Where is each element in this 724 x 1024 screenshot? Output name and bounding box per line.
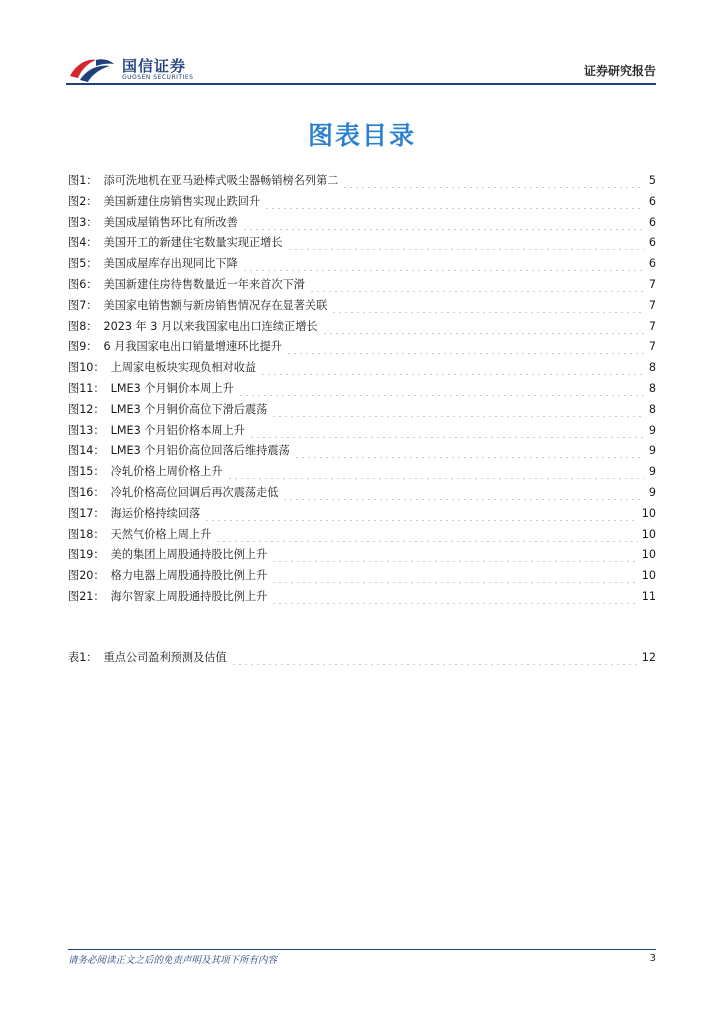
toc-dot-leader bbox=[227, 469, 644, 479]
toc-entry-title: LME3 个月铝价格本周上升 bbox=[110, 423, 245, 437]
figure-toc-entry[interactable] bbox=[68, 189, 656, 209]
toc-entry-page: 6 bbox=[648, 236, 656, 250]
guosen-logo-icon bbox=[66, 50, 118, 86]
toc-entry-page: 7 bbox=[648, 278, 656, 291]
toc-entry-page: 9 bbox=[648, 423, 656, 437]
figure-toc-entry[interactable] bbox=[68, 501, 656, 521]
toc-dot-leader bbox=[271, 594, 637, 604]
toc-dot-leader bbox=[271, 552, 637, 562]
toc-entry-number: 图5： bbox=[68, 257, 98, 271]
toc-entry-number: 图19： bbox=[68, 548, 105, 562]
toc-entry-title: 海尔智家上周股通持股比例上升 bbox=[110, 590, 268, 603]
toc-entry-title: LME3 个月铝价高位回落后维持震荡 bbox=[110, 444, 290, 458]
figure-toc-entry[interactable] bbox=[68, 355, 656, 375]
figure-toc-entry[interactable] bbox=[68, 480, 656, 500]
toc-entry-page: 7 bbox=[648, 319, 656, 333]
toc-dot-leader bbox=[215, 532, 637, 542]
toc-entry-page: 7 bbox=[648, 298, 656, 312]
toc-entry-page: 10 bbox=[641, 527, 656, 541]
toc-entry-number: 图6： bbox=[68, 278, 98, 291]
figure-toc-entry[interactable] bbox=[68, 334, 656, 354]
figure-toc-entry[interactable] bbox=[68, 314, 656, 334]
toc-entry-title: 海运价格持续回落 bbox=[110, 506, 201, 520]
toc-entry-number: 图11： bbox=[68, 382, 105, 395]
toc-entry-page: 8 bbox=[648, 361, 656, 375]
toc-entry-number: 图3： bbox=[68, 215, 98, 229]
toc-dot-leader bbox=[331, 303, 644, 313]
toc-entry-title: 格力电器上周股通持股比例上升 bbox=[110, 569, 268, 583]
toc-dot-leader bbox=[286, 344, 644, 354]
report-type-label: 证券研究报告 bbox=[583, 64, 656, 78]
toc-dot-leader bbox=[282, 490, 644, 500]
toc-entry-title: 冷轧价格上周价格上升 bbox=[110, 465, 223, 479]
toc-entry-title: 美国成屋库存出现同比下降 bbox=[103, 257, 238, 271]
toc-entry-title: 美国家电销售额与新房销售情况存在显著关联 bbox=[103, 298, 328, 312]
figure-toc-entry[interactable] bbox=[68, 438, 656, 458]
toc-dot-leader bbox=[238, 386, 644, 396]
toc-dot-leader bbox=[260, 365, 644, 375]
toc-entry-page: 9 bbox=[648, 486, 656, 499]
toc-dot-leader bbox=[204, 511, 638, 521]
logo-english-name: GUOSEN SECURITIES bbox=[122, 74, 194, 81]
toc-dot-leader bbox=[309, 282, 644, 292]
toc-entry-number: 图18： bbox=[68, 527, 105, 541]
toc-entry-title: 天然气价格上周上升 bbox=[110, 527, 212, 541]
toc-dot-leader bbox=[271, 573, 637, 583]
toc-entry-page: 8 bbox=[648, 382, 656, 395]
toc-entry-page: 6 bbox=[648, 194, 656, 208]
toc-entry-number: 图8： bbox=[68, 319, 98, 333]
toc-entry-page: 10 bbox=[641, 506, 656, 520]
toc-entry-number: 图16： bbox=[68, 486, 105, 499]
toc-entry-page: 11 bbox=[641, 590, 656, 603]
toc-dot-leader bbox=[294, 448, 644, 458]
toc-entry-title: 美国新建住房待售数量近一年来首次下滑 bbox=[103, 278, 305, 291]
toc-entry-page: 10 bbox=[641, 569, 656, 583]
figure-toc-entry[interactable] bbox=[68, 168, 656, 188]
toc-entry-number: 图10： bbox=[68, 361, 105, 375]
toc-entry-number: 图21： bbox=[68, 590, 105, 603]
figure-toc-entry[interactable] bbox=[68, 376, 656, 396]
toc-entry-title: 美国开工的新建住宅数量实现正增长 bbox=[103, 236, 283, 250]
figure-toc-entry[interactable] bbox=[68, 397, 656, 417]
toc-entry-page: 6 bbox=[648, 215, 656, 229]
figure-toc-entry[interactable] bbox=[68, 230, 656, 250]
toc-entry-number: 表1： bbox=[68, 651, 98, 664]
guosen-logo bbox=[66, 50, 206, 86]
toc-entry-page: 7 bbox=[648, 340, 656, 354]
toc-dot-leader bbox=[322, 324, 644, 334]
toc-entry-title: 重点公司盈利预测及估值 bbox=[103, 651, 227, 664]
toc-dot-leader bbox=[264, 199, 644, 209]
toc-dot-leader bbox=[271, 407, 644, 417]
footer-divider bbox=[68, 949, 656, 950]
footer-disclaimer: 请务必阅读正文之后的免责声明及其项下所有内容 bbox=[68, 955, 278, 966]
toc-entry-page: 12 bbox=[641, 651, 656, 664]
figure-toc-entry[interactable] bbox=[68, 251, 656, 271]
figure-toc-entry[interactable] bbox=[68, 522, 656, 542]
logo-chinese-name: 国信证券 bbox=[122, 57, 187, 75]
toc-entry-number: 图7： bbox=[68, 298, 98, 312]
header-divider bbox=[196, 83, 656, 85]
toc-entry-title: 美国新建住房销售实现止跌回升 bbox=[103, 194, 261, 208]
toc-entry-title: 美国成屋销售环比有所改善 bbox=[103, 215, 238, 229]
toc-entry-number: 图9： bbox=[68, 340, 98, 354]
toc-entry-page: 10 bbox=[641, 548, 656, 562]
page-title: 图表目录 bbox=[307, 121, 416, 150]
table-toc-entry[interactable] bbox=[68, 645, 656, 665]
toc-entry-title: 美的集团上周股通持股比例上升 bbox=[110, 548, 268, 562]
toc-entry-number: 图14： bbox=[68, 444, 105, 458]
toc-entry-title: 冷轧价格高位回调后再次震荡走低 bbox=[110, 486, 279, 499]
toc-entry-number: 图1： bbox=[68, 174, 98, 187]
toc-dot-leader bbox=[242, 220, 644, 230]
figure-toc-entry[interactable] bbox=[68, 418, 656, 438]
figure-toc-entry[interactable] bbox=[68, 210, 656, 230]
toc-entry-page: 5 bbox=[648, 174, 656, 187]
toc-entry-title: 6 月我国家电出口销量增速环比提升 bbox=[103, 340, 282, 354]
toc-entry-title: LME3 个月铜价本周上升 bbox=[110, 382, 234, 395]
toc-entry-page: 6 bbox=[648, 257, 656, 271]
toc-entry-title: 添可洗地机在亚马逊棒式吸尘器畅销榜名列第二 bbox=[103, 174, 339, 187]
page-number: 3 bbox=[649, 953, 656, 964]
toc-entry-title: 上周家电板块实现负相对收益 bbox=[110, 361, 257, 375]
figure-toc-entry[interactable] bbox=[68, 563, 656, 583]
toc-entry-number: 图15： bbox=[68, 465, 105, 479]
figure-toc-entry[interactable] bbox=[68, 584, 656, 604]
toc-entry-number: 图2： bbox=[68, 194, 98, 208]
header-divider-left bbox=[66, 83, 196, 85]
figure-toc-entry[interactable] bbox=[68, 459, 656, 479]
toc-entry-number: 图20： bbox=[68, 569, 105, 583]
figure-toc-entry[interactable] bbox=[68, 542, 656, 562]
page-header bbox=[0, 0, 724, 90]
toc-entry-page: 8 bbox=[648, 402, 656, 416]
figure-toc-entry[interactable] bbox=[68, 272, 656, 292]
toc-dot-leader bbox=[249, 428, 644, 438]
toc-entry-number: 图4： bbox=[68, 236, 98, 250]
toc-entry-title: LME3 个月铜价高位下滑后震荡 bbox=[110, 402, 268, 416]
toc-entry-page: 9 bbox=[648, 444, 656, 458]
toc-dot-leader bbox=[342, 178, 644, 188]
toc-dot-leader bbox=[242, 261, 644, 271]
toc-entry-title: 2023 年 3 月以来我国家电出口连续正增长 bbox=[103, 319, 318, 333]
figure-toc-entry[interactable] bbox=[68, 293, 656, 313]
toc-entry-number: 图13： bbox=[68, 423, 105, 437]
toc-dot-leader bbox=[231, 655, 638, 665]
toc-entry-number: 图12： bbox=[68, 402, 105, 416]
toc-entry-number: 图17： bbox=[68, 506, 105, 520]
toc-entry-page: 9 bbox=[648, 465, 656, 479]
toc-dot-leader bbox=[287, 240, 644, 250]
